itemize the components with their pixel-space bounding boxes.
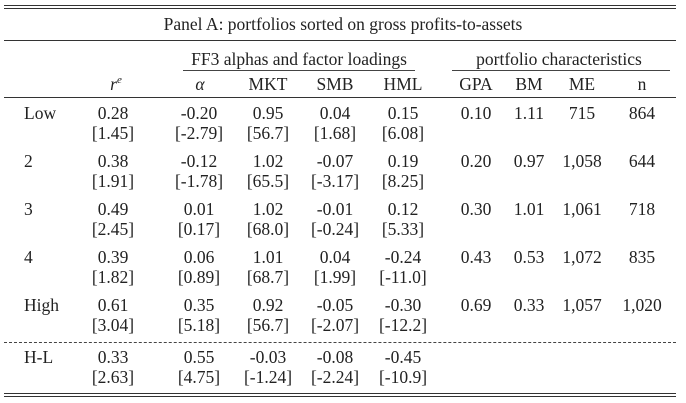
cell-hml-tstat: [5.33] [381, 219, 425, 239]
cell-n: 718 [628, 199, 656, 219]
cell-alpha-tstat: [5.18] [177, 315, 221, 335]
cell-smb-tstat: [1.99] [313, 267, 357, 287]
col-header-gpa: GPA [459, 74, 493, 94]
bottom-rule-1 [4, 393, 676, 394]
col-header-re [110, 74, 122, 94]
cell-hml-tstat: [6.08] [381, 123, 425, 143]
cell-alpha: 0.35 [183, 295, 215, 315]
cell-alpha: -0.20 [180, 103, 218, 123]
cell-mkt-tstat: [-1.24] [243, 367, 293, 387]
cell-alpha-tstat: [-2.79] [174, 123, 224, 143]
row-label-2: 2 [24, 151, 33, 171]
cell-me: 1,072 [562, 247, 602, 267]
row-label-4: 4 [24, 247, 33, 267]
cell-mkt: -0.03 [249, 347, 287, 367]
cell-smb: -0.01 [316, 199, 354, 219]
cell-me: 1,061 [562, 199, 602, 219]
cell-alpha-tstat: [-1.78] [174, 171, 224, 191]
cell-hml: -0.30 [384, 295, 422, 315]
cell-mkt: 0.95 [252, 103, 284, 123]
cell-re: 0.39 [97, 247, 129, 267]
cell-gpa: 0.20 [460, 151, 492, 171]
col-header-alpha: α [195, 74, 205, 94]
cell-gpa: 0.69 [460, 295, 492, 315]
cell-alpha-tstat: [0.89] [177, 267, 221, 287]
cell-n: 835 [628, 247, 656, 267]
cell-re-tstat: [1.45] [91, 123, 135, 143]
cell-re: 0.38 [97, 151, 129, 171]
col-header-n: n [637, 74, 647, 94]
col-header-smb: SMB [316, 74, 354, 94]
cell-n: 864 [628, 103, 656, 123]
cell-hml: 0.15 [387, 103, 419, 123]
cell-smb-tstat: [-2.24] [310, 367, 360, 387]
cell-bm: 0.97 [513, 151, 545, 171]
cell-hml: 0.19 [387, 151, 419, 171]
cell-smb-tstat: [-3.17] [310, 171, 360, 191]
cell-re: 0.61 [97, 295, 129, 315]
cell-smb-tstat: [-2.07] [310, 315, 360, 335]
cell-bm: 0.33 [513, 295, 545, 315]
cell-re: 0.33 [97, 347, 129, 367]
cell-n: 644 [628, 151, 656, 171]
cell-hml: 0.12 [387, 199, 419, 219]
cell-alpha: 0.06 [183, 247, 215, 267]
cell-gpa: 0.10 [460, 103, 492, 123]
cell-gpa: 0.43 [460, 247, 492, 267]
cell-gpa: 0.30 [460, 199, 492, 219]
panel-title: Panel A: portfolios sorted on gross profits-to-assets [163, 14, 523, 34]
cell-bm: 1.11 [514, 103, 544, 123]
cell-mkt: 1.02 [252, 199, 284, 219]
cell-mkt: 0.92 [252, 295, 284, 315]
cell-me: 1,058 [562, 151, 602, 171]
cell-smb: -0.08 [316, 347, 354, 367]
cell-smb: 0.04 [319, 103, 351, 123]
cell-re-tstat: [2.45] [91, 219, 135, 239]
bottom-rule-2 [4, 396, 676, 397]
cell-re: 0.28 [97, 103, 129, 123]
cell-hml: -0.24 [384, 247, 422, 267]
group-chars-header: portfolio characteristics [476, 49, 642, 69]
cell-n: 1,020 [622, 295, 662, 315]
cell-mkt-tstat: [68.0] [246, 219, 290, 239]
cell-re-tstat: [1.82] [91, 267, 135, 287]
row-label-hl: H-L [24, 347, 54, 367]
cell-re: 0.49 [97, 199, 129, 219]
cell-smb: -0.05 [316, 295, 354, 315]
cell-hml-tstat: [8.25] [381, 171, 425, 191]
row-label-low: Low [24, 103, 57, 123]
group-ff3-header: FF3 alphas and factor loadings [191, 49, 407, 69]
hl-separator [4, 342, 676, 343]
cell-re-tstat: [3.04] [91, 315, 135, 335]
header-rule [4, 97, 676, 98]
row-label-3: 3 [24, 199, 33, 219]
cell-hml-tstat: [-11.0] [379, 267, 427, 287]
col-header-re-base: r [110, 74, 117, 94]
cell-hml: -0.45 [384, 347, 422, 367]
cell-hml-tstat: [-10.9] [378, 367, 428, 387]
cell-alpha-tstat: [4.75] [177, 367, 221, 387]
cell-mkt-tstat: [65.5] [246, 171, 290, 191]
col-header-re-sup: e [116, 74, 122, 86]
cell-smb: -0.07 [316, 151, 354, 171]
cell-mkt-tstat: [56.7] [246, 123, 290, 143]
cell-re-tstat: [1.91] [91, 171, 135, 191]
cell-alpha: 0.55 [183, 347, 215, 367]
cell-smb-tstat: [1.68] [313, 123, 357, 143]
cell-alpha: 0.01 [183, 199, 215, 219]
top-rule-2 [4, 8, 676, 9]
cell-alpha: -0.12 [180, 151, 218, 171]
title-rule [4, 40, 676, 41]
cell-mkt-tstat: [68.7] [246, 267, 290, 287]
group-ff3-underline [183, 70, 415, 71]
col-header-bm: BM [515, 74, 543, 94]
top-rule-1 [4, 5, 676, 6]
cell-mkt: 1.01 [252, 247, 284, 267]
cell-mkt: 1.02 [252, 151, 284, 171]
cell-alpha-tstat: [0.17] [177, 219, 221, 239]
cell-mkt-tstat: [56.7] [246, 315, 290, 335]
cell-bm: 0.53 [513, 247, 545, 267]
cell-me: 715 [568, 103, 596, 123]
group-chars-underline [452, 70, 670, 71]
cell-smb: 0.04 [319, 247, 351, 267]
col-header-me: ME [568, 74, 596, 94]
row-label-high: High [24, 295, 59, 315]
cell-me: 1,057 [562, 295, 602, 315]
cell-re-tstat: [2.63] [91, 367, 135, 387]
cell-bm: 1.01 [513, 199, 545, 219]
col-header-hml: HML [383, 74, 423, 94]
cell-smb-tstat: [-0.24] [310, 219, 360, 239]
cell-hml-tstat: [-12.2] [378, 315, 428, 335]
col-header-mkt: MKT [248, 74, 288, 94]
